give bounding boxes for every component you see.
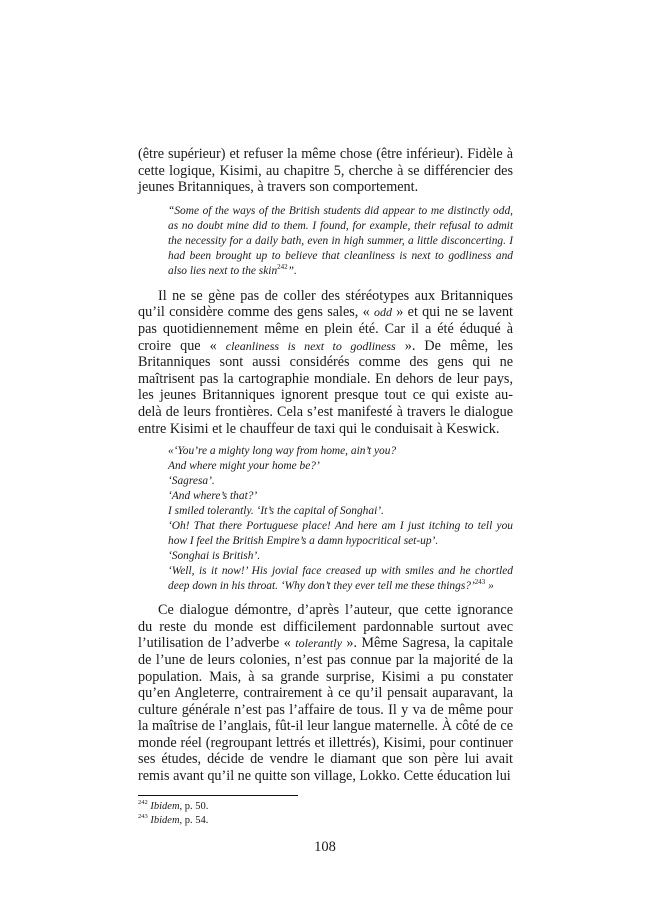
footnote-243: $^{243}$ Ibidem, p. 54. [138,813,209,826]
dialogue-line: I smiled tolerantly. ‘It’s the capital of Songhai’. [168,505,384,518]
italic-term: tolerantly [295,636,342,651]
dialogue-line: ‘And where’s that?’ [168,490,258,503]
paragraph-2: Il ne se gène pas de coller des stéréotypes aux Britanniques qu’il considère comme des gens sales, « odd » et qui ne se lavent pas quotidiennement même en plein été. Car il a été éduqué à croire que « cleanliness is next to godliness ». De même, les Britanniques sont aussi considérés comme des gens qui ne maîtrisent pas la cartographie mondiale. En dehors de leur pays, les jeunes Britanniques ignorent presque tout ce qui existe au-delà de leurs frontières. Cela s’est manifesté à travers le dialogue entre Kisimi et le chauffeur de taxi qui le conduisait à Keswick. [138,287,513,437]
dialogue-line: «‘You’re a mighty long way from home, ain’t you? [168,445,397,458]
footnote-242: $^{242}$ Ibidem, p. 50. [138,799,209,812]
footnote-ref-243[interactable]: 243 [474,578,486,587]
page-column [138,0,513,896]
paragraph-3: Ce dialogue démontre, d’après l’auteur, que cette ignorance du reste du monde est difficilement pardonnable surtout avec l’utilisation de l’adverbe « tolerantly ». Même Sagresa, la capitale de l’une de leurs colonies, n’est pas connue par la majorité de la population. Mais, à sa grande surprise, Kisimi a pu constater qu’en Angleterre, contrairement à ce qu’il pensait auparavant, la culture générale n’est pas l’affaire de tous. Il y va de même pour la maîtrise de l’anglais, fût-il leur langue maternelle. À côté de ce monde réel (regroupant lettrés et illettrés), Kisimi, pour continuer ses études, décide de vendre le diamant que son père lui avait remis avant qu’il ne quitte son village, Lokko. Cette éducation lui [138,602,514,785]
paragraph-1: (être supérieur) et refuser la même chose (être inférieur). Fidèle à cette logique, Kisimi, au chapitre 5, cherche à se différencier des jeunes Britanniques, à travers son comportement. [138,146,513,196]
dialogue-line: And where might your home be?’ [168,460,320,473]
footnote-ref-242[interactable]: 242 [277,262,288,271]
dialogue-line: ‘Oh! That there Portuguese place! And here am I just itching to tell you how I feel the British Empire’s a damn hypocritical set-up’. [168,520,513,548]
dialogue-line-last: ‘Well, is it now!’ His jovial face creased up with smiles and he chortled deep down in his throat. ‘Why don’t they ever tell me these things?’$^{243}$ » [168,565,513,593]
block-quote-1 [168,204,513,279]
page-body [138,146,513,785]
dialogue-quote [168,444,513,594]
dialogue-line: ‘Sagresa’. [168,475,215,488]
italic-term: cleanliness is next to godliness [225,338,396,353]
footnotes [138,800,513,828]
dialogue-line: ‘Songhai is British’. [168,550,261,563]
footnote-separator [138,795,298,796]
italic-term: odd [374,305,392,320]
page-number: 108 [314,838,336,855]
quote-text: “Some of the ways of the British students did appear to me distinctly odd, as no doubt mine did to them. I found, for example, their refusal to admit the necessity for a daily bath, even in high summer, a little disconcerting. I had been brought up to believe that cleanliness is next to godliness and also lies next to the skin$^{242}$”. [168,204,513,277]
